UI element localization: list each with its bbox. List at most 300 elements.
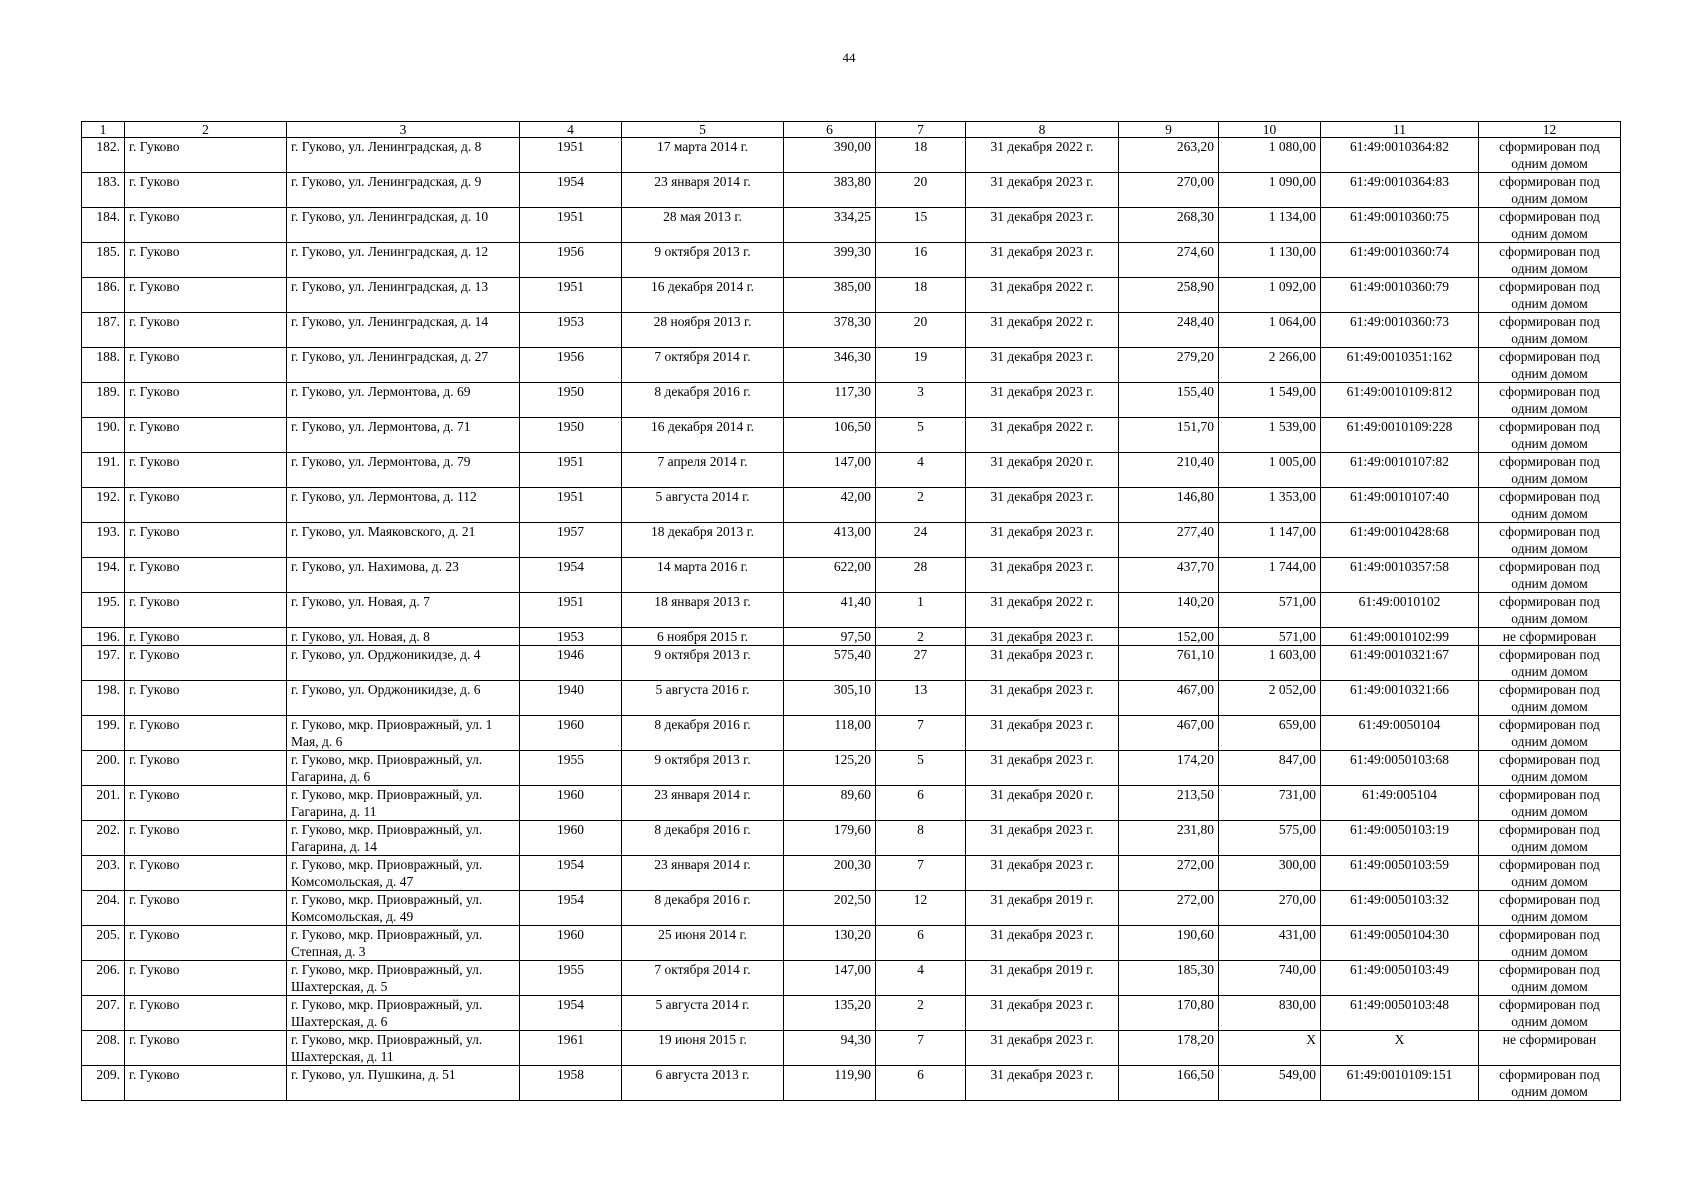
- deadline-cell: 31 декабря 2022 г.: [966, 593, 1119, 628]
- column-9-cell: 213,50: [1119, 786, 1219, 821]
- city-cell: г. Гуково: [125, 628, 287, 646]
- table-row: [82, 821, 1621, 856]
- area-cell: 383,80: [784, 173, 876, 208]
- deadline-cell: 31 декабря 2023 г.: [966, 716, 1119, 751]
- table-row: [82, 681, 1621, 716]
- decision-date-cell: 16 декабря 2014 г.: [622, 418, 784, 453]
- land-status-cell: сформирован под одним домом: [1479, 751, 1621, 786]
- build-year-cell: 1951: [520, 593, 622, 628]
- build-year-cell: 1956: [520, 348, 622, 383]
- deadline-cell: 31 декабря 2020 г.: [966, 786, 1119, 821]
- decision-date-cell: 25 июня 2014 г.: [622, 926, 784, 961]
- deadline-cell: 31 декабря 2023 г.: [966, 1031, 1119, 1066]
- decision-date-cell: 16 декабря 2014 г.: [622, 278, 784, 313]
- deadline-cell: 31 декабря 2023 г.: [966, 628, 1119, 646]
- table-row: [82, 1066, 1621, 1101]
- address-cell: г. Гуково, ул. Лермонтова, д. 71: [287, 418, 520, 453]
- area-cell: 147,00: [784, 453, 876, 488]
- city-cell: г. Гуково: [125, 558, 287, 593]
- residents-cell: 8: [876, 821, 966, 856]
- column-9-cell: 151,70: [1119, 418, 1219, 453]
- column-10-cell: 1 130,00: [1219, 243, 1321, 278]
- table-row: [82, 786, 1621, 821]
- column-header-7: 7: [876, 122, 966, 138]
- city-cell: г. Гуково: [125, 646, 287, 681]
- city-cell: г. Гуково: [125, 961, 287, 996]
- column-10-cell: 1 080,00: [1219, 138, 1321, 173]
- row-number: 188.: [82, 348, 125, 383]
- land-status-cell: не сформирован: [1479, 628, 1621, 646]
- table-row: [82, 996, 1621, 1031]
- column-9-cell: 263,20: [1119, 138, 1219, 173]
- area-cell: 135,20: [784, 996, 876, 1031]
- build-year-cell: 1960: [520, 821, 622, 856]
- residents-cell: 1: [876, 593, 966, 628]
- area-cell: 117,30: [784, 383, 876, 418]
- city-cell: г. Гуково: [125, 1066, 287, 1101]
- build-year-cell: 1951: [520, 453, 622, 488]
- residents-cell: 7: [876, 856, 966, 891]
- land-status-cell: сформирован под одним домом: [1479, 313, 1621, 348]
- land-status-cell: сформирован под одним домом: [1479, 716, 1621, 751]
- column-10-cell: 2 052,00: [1219, 681, 1321, 716]
- column-10-cell: 1 353,00: [1219, 488, 1321, 523]
- column-header-1: 1: [82, 122, 125, 138]
- table-row: [82, 243, 1621, 278]
- area-cell: 305,10: [784, 681, 876, 716]
- column-9-cell: 467,00: [1119, 681, 1219, 716]
- land-status-cell: не сформирован: [1479, 1031, 1621, 1066]
- cadastral-number-cell: 61:49:0050103:68: [1321, 751, 1479, 786]
- residents-cell: 2: [876, 488, 966, 523]
- table-row: [82, 418, 1621, 453]
- residents-cell: 2: [876, 628, 966, 646]
- deadline-cell: 31 декабря 2023 г.: [966, 996, 1119, 1031]
- column-9-cell: 270,00: [1119, 173, 1219, 208]
- row-number: 184.: [82, 208, 125, 243]
- address-cell: г. Гуково, ул. Орджоникидзе, д. 6: [287, 681, 520, 716]
- residents-cell: 18: [876, 278, 966, 313]
- residents-cell: 27: [876, 646, 966, 681]
- address-cell: г. Гуково, мкр. Приовражный, ул. Шахтерская, д. 5: [287, 961, 520, 996]
- column-10-cell: 1 064,00: [1219, 313, 1321, 348]
- column-header-10: 10: [1219, 122, 1321, 138]
- cadastral-number-cell: 61:49:0010360:74: [1321, 243, 1479, 278]
- city-cell: г. Гуково: [125, 313, 287, 348]
- city-cell: г. Гуково: [125, 348, 287, 383]
- address-cell: г. Гуково, ул. Пушкина, д. 51: [287, 1066, 520, 1101]
- build-year-cell: 1951: [520, 208, 622, 243]
- column-9-cell: 258,90: [1119, 278, 1219, 313]
- table-row: [82, 961, 1621, 996]
- decision-date-cell: 5 августа 2016 г.: [622, 681, 784, 716]
- column-10-cell: 1 603,00: [1219, 646, 1321, 681]
- deadline-cell: 31 декабря 2022 г.: [966, 418, 1119, 453]
- cadastral-number-cell: 61:49:0050103:49: [1321, 961, 1479, 996]
- row-number: 198.: [82, 681, 125, 716]
- column-10-cell: 847,00: [1219, 751, 1321, 786]
- city-cell: г. Гуково: [125, 138, 287, 173]
- residents-cell: 6: [876, 786, 966, 821]
- column-9-cell: 166,50: [1119, 1066, 1219, 1101]
- land-status-cell: сформирован под одним домом: [1479, 243, 1621, 278]
- area-cell: 399,30: [784, 243, 876, 278]
- column-10-cell: Х: [1219, 1031, 1321, 1066]
- land-status-cell: сформирован под одним домом: [1479, 646, 1621, 681]
- column-10-cell: 1 147,00: [1219, 523, 1321, 558]
- decision-date-cell: 9 октября 2013 г.: [622, 243, 784, 278]
- build-year-cell: 1954: [520, 856, 622, 891]
- land-status-cell: сформирован под одним домом: [1479, 383, 1621, 418]
- cadastral-number-cell: 61:49:0010109:812: [1321, 383, 1479, 418]
- row-number: 182.: [82, 138, 125, 173]
- address-cell: г. Гуково, ул. Ленинградская, д. 8: [287, 138, 520, 173]
- column-header-6: 6: [784, 122, 876, 138]
- column-10-cell: 1 090,00: [1219, 173, 1321, 208]
- land-status-cell: сформирован под одним домом: [1479, 786, 1621, 821]
- address-cell: г. Гуково, ул. Ленинградская, д. 9: [287, 173, 520, 208]
- address-cell: г. Гуково, ул. Ленинградская, д. 14: [287, 313, 520, 348]
- build-year-cell: 1954: [520, 558, 622, 593]
- cadastral-number-cell: 61:49:0010364:83: [1321, 173, 1479, 208]
- city-cell: г. Гуково: [125, 716, 287, 751]
- table-row: [82, 751, 1621, 786]
- build-year-cell: 1957: [520, 523, 622, 558]
- residents-cell: 16: [876, 243, 966, 278]
- column-10-cell: 549,00: [1219, 1066, 1321, 1101]
- table-row: [82, 558, 1621, 593]
- cadastral-number-cell: 61:49:0010109:151: [1321, 1066, 1479, 1101]
- area-cell: 378,30: [784, 313, 876, 348]
- residents-cell: 4: [876, 961, 966, 996]
- decision-date-cell: 23 января 2014 г.: [622, 786, 784, 821]
- deadline-cell: 31 декабря 2023 г.: [966, 821, 1119, 856]
- city-cell: г. Гуково: [125, 996, 287, 1031]
- column-header-12: 12: [1479, 122, 1621, 138]
- residents-cell: 13: [876, 681, 966, 716]
- row-number: 197.: [82, 646, 125, 681]
- address-cell: г. Гуково, мкр. Приовражный, ул. 1 Мая, д. 6: [287, 716, 520, 751]
- decision-date-cell: 18 января 2013 г.: [622, 593, 784, 628]
- column-9-cell: 178,20: [1119, 1031, 1219, 1066]
- column-10-cell: 1 092,00: [1219, 278, 1321, 313]
- residents-cell: 12: [876, 891, 966, 926]
- city-cell: г. Гуково: [125, 208, 287, 243]
- land-status-cell: сформирован под одним домом: [1479, 208, 1621, 243]
- column-9-cell: 268,30: [1119, 208, 1219, 243]
- table-row: [82, 453, 1621, 488]
- table-row: [82, 716, 1621, 751]
- address-cell: г. Гуково, ул. Лермонтова, д. 79: [287, 453, 520, 488]
- city-cell: г. Гуково: [125, 891, 287, 926]
- residents-cell: 19: [876, 348, 966, 383]
- residents-cell: 18: [876, 138, 966, 173]
- address-cell: г. Гуково, ул. Маяковского, д. 21: [287, 523, 520, 558]
- city-cell: г. Гуково: [125, 418, 287, 453]
- area-cell: 94,30: [784, 1031, 876, 1066]
- deadline-cell: 31 декабря 2022 г.: [966, 138, 1119, 173]
- column-9-cell: 272,00: [1119, 891, 1219, 926]
- column-header-4: 4: [520, 122, 622, 138]
- decision-date-cell: 7 апреля 2014 г.: [622, 453, 784, 488]
- area-cell: 118,00: [784, 716, 876, 751]
- city-cell: г. Гуково: [125, 1031, 287, 1066]
- residents-cell: 3: [876, 383, 966, 418]
- residents-cell: 6: [876, 926, 966, 961]
- residents-cell: 20: [876, 313, 966, 348]
- city-cell: г. Гуково: [125, 453, 287, 488]
- address-cell: г. Гуково, ул. Новая, д. 7: [287, 593, 520, 628]
- build-year-cell: 1958: [520, 1066, 622, 1101]
- deadline-cell: 31 декабря 2023 г.: [966, 383, 1119, 418]
- decision-date-cell: 19 июня 2015 г.: [622, 1031, 784, 1066]
- column-10-cell: 575,00: [1219, 821, 1321, 856]
- row-number: 185.: [82, 243, 125, 278]
- row-number: 201.: [82, 786, 125, 821]
- city-cell: г. Гуково: [125, 523, 287, 558]
- land-status-cell: сформирован под одним домом: [1479, 278, 1621, 313]
- land-status-cell: сформирован под одним домом: [1479, 418, 1621, 453]
- cadastral-number-cell: 61:49:0010360:73: [1321, 313, 1479, 348]
- city-cell: г. Гуково: [125, 856, 287, 891]
- cadastral-number-cell: 61:49:005104: [1321, 786, 1479, 821]
- build-year-cell: 1954: [520, 173, 622, 208]
- deadline-cell: 31 декабря 2019 г.: [966, 961, 1119, 996]
- city-cell: г. Гуково: [125, 681, 287, 716]
- decision-date-cell: 17 марта 2014 г.: [622, 138, 784, 173]
- residents-cell: 28: [876, 558, 966, 593]
- residents-cell: 4: [876, 453, 966, 488]
- row-number: 186.: [82, 278, 125, 313]
- residents-cell: 24: [876, 523, 966, 558]
- column-header-9: 9: [1119, 122, 1219, 138]
- row-number: 200.: [82, 751, 125, 786]
- table-row: [82, 313, 1621, 348]
- column-header-5: 5: [622, 122, 784, 138]
- page-number: 44: [842, 50, 856, 65]
- column-header-3: 3: [287, 122, 520, 138]
- area-cell: 125,20: [784, 751, 876, 786]
- cadastral-number-cell: Х: [1321, 1031, 1479, 1066]
- deadline-cell: 31 декабря 2019 г.: [966, 891, 1119, 926]
- row-number: 209.: [82, 1066, 125, 1101]
- address-cell: г. Гуково, мкр. Приовражный, ул. Шахтерская, д. 11: [287, 1031, 520, 1066]
- column-10-cell: 431,00: [1219, 926, 1321, 961]
- column-header-2: 2: [125, 122, 287, 138]
- cadastral-number-cell: 61:49:0010357:58: [1321, 558, 1479, 593]
- cadastral-number-cell: 61:49:0010107:40: [1321, 488, 1479, 523]
- residents-cell: 6: [876, 1066, 966, 1101]
- decision-date-cell: 28 ноября 2013 г.: [622, 313, 784, 348]
- deadline-cell: 31 декабря 2023 г.: [966, 558, 1119, 593]
- address-cell: г. Гуково, мкр. Приовражный, ул. Степная, д. 3: [287, 926, 520, 961]
- land-status-cell: сформирован под одним домом: [1479, 523, 1621, 558]
- table-row: [82, 593, 1621, 628]
- decision-date-cell: 14 марта 2016 г.: [622, 558, 784, 593]
- column-9-cell: 761,10: [1119, 646, 1219, 681]
- cadastral-number-cell: 61:49:0050103:32: [1321, 891, 1479, 926]
- housing-registry-table: [81, 121, 1621, 1101]
- residents-cell: 2: [876, 996, 966, 1031]
- decision-date-cell: 8 декабря 2016 г.: [622, 716, 784, 751]
- cadastral-number-cell: 61:49:0010102:99: [1321, 628, 1479, 646]
- residents-cell: 5: [876, 418, 966, 453]
- area-cell: 390,00: [784, 138, 876, 173]
- decision-date-cell: 7 октября 2014 г.: [622, 961, 784, 996]
- decision-date-cell: 28 мая 2013 г.: [622, 208, 784, 243]
- address-cell: г. Гуково, ул. Ленинградская, д. 12: [287, 243, 520, 278]
- column-10-cell: 2 266,00: [1219, 348, 1321, 383]
- column-9-cell: 277,40: [1119, 523, 1219, 558]
- city-cell: г. Гуково: [125, 821, 287, 856]
- table-row: [82, 628, 1621, 646]
- land-status-cell: сформирован под одним домом: [1479, 926, 1621, 961]
- address-cell: г. Гуково, мкр. Приовражный, ул. Гагарина, д. 6: [287, 751, 520, 786]
- land-status-cell: сформирован под одним домом: [1479, 1066, 1621, 1101]
- column-10-cell: 270,00: [1219, 891, 1321, 926]
- deadline-cell: 31 декабря 2023 г.: [966, 243, 1119, 278]
- area-cell: 202,50: [784, 891, 876, 926]
- cadastral-number-cell: 61:49:0050104:30: [1321, 926, 1479, 961]
- cadastral-number-cell: 61:49:0010351:162: [1321, 348, 1479, 383]
- column-9-cell: 279,20: [1119, 348, 1219, 383]
- column-header-11: 11: [1321, 122, 1479, 138]
- column-9-cell: 170,80: [1119, 996, 1219, 1031]
- deadline-cell: 31 декабря 2023 г.: [966, 856, 1119, 891]
- row-number: 190.: [82, 418, 125, 453]
- row-number: 192.: [82, 488, 125, 523]
- row-number: 199.: [82, 716, 125, 751]
- cadastral-number-cell: 61:49:0050103:48: [1321, 996, 1479, 1031]
- city-cell: г. Гуково: [125, 786, 287, 821]
- area-cell: 179,60: [784, 821, 876, 856]
- column-9-cell: 146,80: [1119, 488, 1219, 523]
- column-10-cell: 1 539,00: [1219, 418, 1321, 453]
- cadastral-number-cell: 61:49:0010360:79: [1321, 278, 1479, 313]
- address-cell: г. Гуково, мкр. Приовражный, ул. Шахтерская, д. 6: [287, 996, 520, 1031]
- column-9-cell: 274,60: [1119, 243, 1219, 278]
- table-row: [82, 278, 1621, 313]
- deadline-cell: 31 декабря 2022 г.: [966, 313, 1119, 348]
- address-cell: г. Гуково, ул. Ленинградская, д. 27: [287, 348, 520, 383]
- row-number: 203.: [82, 856, 125, 891]
- column-10-cell: 1 549,00: [1219, 383, 1321, 418]
- land-status-cell: сформирован под одним домом: [1479, 558, 1621, 593]
- cadastral-number-cell: 61:49:0050103:59: [1321, 856, 1479, 891]
- residents-cell: 7: [876, 716, 966, 751]
- table-row: [82, 856, 1621, 891]
- column-10-cell: 1 134,00: [1219, 208, 1321, 243]
- row-number: 205.: [82, 926, 125, 961]
- deadline-cell: 31 декабря 2022 г.: [966, 278, 1119, 313]
- row-number: 207.: [82, 996, 125, 1031]
- residents-cell: 7: [876, 1031, 966, 1066]
- row-number: 191.: [82, 453, 125, 488]
- build-year-cell: 1953: [520, 313, 622, 348]
- decision-date-cell: 6 августа 2013 г.: [622, 1066, 784, 1101]
- cadastral-number-cell: 61:49:0010360:75: [1321, 208, 1479, 243]
- address-cell: г. Гуково, мкр. Приовражный, ул. Комсомольская, д. 49: [287, 891, 520, 926]
- cadastral-number-cell: 61:49:0010107:82: [1321, 453, 1479, 488]
- table-row: [82, 173, 1621, 208]
- deadline-cell: 31 декабря 2023 г.: [966, 173, 1119, 208]
- row-number: 194.: [82, 558, 125, 593]
- area-cell: 575,40: [784, 646, 876, 681]
- city-cell: г. Гуково: [125, 278, 287, 313]
- column-9-cell: 467,00: [1119, 716, 1219, 751]
- land-status-cell: сформирован под одним домом: [1479, 348, 1621, 383]
- column-9-cell: 155,40: [1119, 383, 1219, 418]
- table-row: [82, 646, 1621, 681]
- land-status-cell: сформирован под одним домом: [1479, 488, 1621, 523]
- build-year-cell: 1954: [520, 891, 622, 926]
- build-year-cell: 1960: [520, 786, 622, 821]
- deadline-cell: 31 декабря 2023 г.: [966, 208, 1119, 243]
- deadline-cell: 31 декабря 2023 г.: [966, 751, 1119, 786]
- land-status-cell: сформирован под одним домом: [1479, 593, 1621, 628]
- area-cell: 130,20: [784, 926, 876, 961]
- decision-date-cell: 18 декабря 2013 г.: [622, 523, 784, 558]
- row-number: 208.: [82, 1031, 125, 1066]
- table-row: [82, 348, 1621, 383]
- column-number-row: [82, 122, 1621, 138]
- area-cell: 622,00: [784, 558, 876, 593]
- residents-cell: 5: [876, 751, 966, 786]
- build-year-cell: 1954: [520, 996, 622, 1031]
- area-cell: 385,00: [784, 278, 876, 313]
- column-9-cell: 185,30: [1119, 961, 1219, 996]
- decision-date-cell: 5 августа 2014 г.: [622, 996, 784, 1031]
- build-year-cell: 1940: [520, 681, 622, 716]
- column-10-cell: 571,00: [1219, 628, 1321, 646]
- cadastral-number-cell: 61:49:0010102: [1321, 593, 1479, 628]
- table-row: [82, 488, 1621, 523]
- address-cell: г. Гуково, ул. Орджоникидзе, д. 4: [287, 646, 520, 681]
- cadastral-number-cell: 61:49:0010321:66: [1321, 681, 1479, 716]
- area-cell: 119,90: [784, 1066, 876, 1101]
- deadline-cell: 31 декабря 2023 г.: [966, 646, 1119, 681]
- build-year-cell: 1946: [520, 646, 622, 681]
- decision-date-cell: 9 октября 2013 г.: [622, 646, 784, 681]
- land-status-cell: сформирован под одним домом: [1479, 453, 1621, 488]
- decision-date-cell: 23 января 2014 г.: [622, 173, 784, 208]
- table-row: [82, 926, 1621, 961]
- decision-date-cell: 8 декабря 2016 г.: [622, 891, 784, 926]
- cadastral-number-cell: 61:49:0050104: [1321, 716, 1479, 751]
- row-number: 202.: [82, 821, 125, 856]
- decision-date-cell: 23 января 2014 г.: [622, 856, 784, 891]
- column-9-cell: 210,40: [1119, 453, 1219, 488]
- build-year-cell: 1950: [520, 383, 622, 418]
- row-number: 189.: [82, 383, 125, 418]
- column-10-cell: 830,00: [1219, 996, 1321, 1031]
- deadline-cell: 31 декабря 2023 г.: [966, 1066, 1119, 1101]
- row-number: 195.: [82, 593, 125, 628]
- area-cell: 346,30: [784, 348, 876, 383]
- column-9-cell: 231,80: [1119, 821, 1219, 856]
- decision-date-cell: 5 августа 2014 г.: [622, 488, 784, 523]
- city-cell: г. Гуково: [125, 751, 287, 786]
- cadastral-number-cell: 61:49:0010321:67: [1321, 646, 1479, 681]
- land-status-cell: сформирован под одним домом: [1479, 681, 1621, 716]
- area-cell: 413,00: [784, 523, 876, 558]
- address-cell: г. Гуково, мкр. Приовражный, ул. Комсомольская, д. 47: [287, 856, 520, 891]
- row-number: 196.: [82, 628, 125, 646]
- cadastral-number-cell: 61:49:0050103:19: [1321, 821, 1479, 856]
- column-9-cell: 190,60: [1119, 926, 1219, 961]
- build-year-cell: 1961: [520, 1031, 622, 1066]
- build-year-cell: 1956: [520, 243, 622, 278]
